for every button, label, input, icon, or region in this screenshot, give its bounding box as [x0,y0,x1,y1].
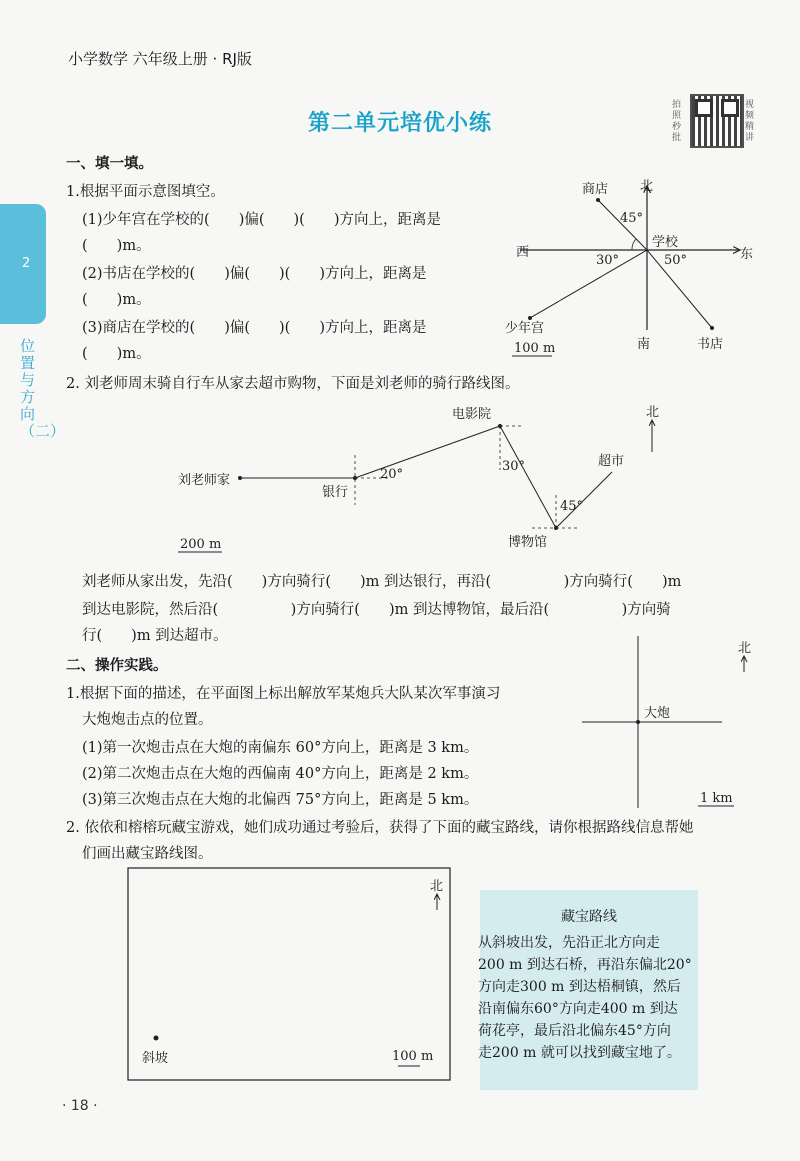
route-diagram [178,405,659,552]
route-segment-3 [500,426,556,528]
cannon-label: 大炮 [644,706,671,721]
sidebar-text: 位置与方向（二） [20,337,66,440]
market-label: 超市 [598,454,625,469]
bank-point [353,476,357,480]
bank-label: 银行 [322,485,349,500]
sidebar-number: 2 [22,256,31,271]
cannon-diagram [582,636,751,808]
bookstore-point [710,326,714,330]
cannon-north-label: 北 [738,641,752,656]
q2-line1: 刘老师从家出发，先沿( )方向骑行( )m 到达银行，再沿( )方向骑行( )m [82,574,682,590]
south-label: 南 [637,337,651,352]
start-label: 斜坡 [142,1051,169,1066]
bookstore-label: 书店 [697,337,724,352]
youth-point [528,316,532,320]
section1-heading: 一、填一填。 [66,156,153,172]
compass-diagram [505,179,753,356]
s2q1-line4: (2)第二次炮击点在大炮的西偏南 40°方向上，距离是 2 km。 [82,766,479,782]
shop-label: 商店 [582,182,609,197]
s2q1-line5: (3)第三次炮击点在大炮的北偏西 75°方向上，距离是 5 km。 [82,792,479,808]
home-label: 刘老师家 [178,473,231,488]
museum-label: 博物馆 [508,535,548,550]
q2-line2: 到达电影院，然后沿( )方向骑行( )m 到达博物馆，最后沿( )方向骑 [82,602,671,618]
section2-heading: 二、操作实践。 [66,658,168,674]
q1-line1: (1)少年宫在学校的( )偏( )( )方向上，距离是 [82,212,441,228]
q1-line2: ( )m。 [82,238,151,254]
north-label: 北 [640,179,654,194]
route-segment-2 [355,426,500,478]
shop-point [596,198,600,202]
cannon-point [636,720,640,724]
angle-arc [632,239,636,250]
west-label: 西 [516,245,530,260]
route-angle-20: 20° [380,467,404,482]
angle-30: 30° [596,253,620,268]
angle-45: 45° [620,211,644,226]
start-point [154,1036,159,1041]
cinema-point [498,424,502,428]
scale4-label: 100 m [392,1049,434,1064]
scale2-label: 200 m [180,537,222,552]
treasure-north-label: 北 [430,879,444,894]
angle-50: 50° [664,253,688,268]
q1-line4: ( )m。 [82,292,151,308]
school-label: 学校 [652,235,679,250]
s2q1-line3: (1)第一次炮击点在大炮的南偏东 60°方向上，距离是 3 km。 [82,740,479,756]
page-number: · 18 · [62,1098,98,1114]
youth-label: 少年宫 [505,321,545,336]
route-north-label: 北 [646,405,660,420]
q1-line6: ( )m。 [82,346,151,362]
east-label: 东 [740,247,754,262]
youth-line [530,250,647,318]
q1-line3: (2)书店在学校的( )偏( )( )方向上，距离是 [82,266,427,282]
route-angle-45: 45° [560,499,584,514]
cinema-label: 电影院 [452,407,492,422]
header: 小学数学 六年级上册 · RJ版 [68,50,252,68]
treasure-map[interactable] [128,868,450,1080]
q1-line5: (3)商店在学校的( )偏( )( )方向上，距离是 [82,320,427,336]
route-angle-30: 30° [502,459,526,474]
q2-line3: 行( )m 到达超市。 [82,628,228,644]
s2q2-line2: 们画出藏宝路线图。 [82,846,213,862]
q2-text: 2. 刘老师周末骑自行车从家去超市购物，下面是刘老师的骑行路线图。 [66,376,520,392]
s2q2-line1: 2. 依依和榕榕玩藏宝游戏，她们成功通过考验后，获得了下面的藏宝路线，请你根据路线信息帮她 [66,820,694,836]
q1-text: 1.根据平面示意图填空。 [66,184,225,200]
museum-point [554,526,558,530]
scale1-label: 100 m [514,341,556,356]
route-box-text: 从斜坡出发，先沿正北方向走 200 m 到达石桥，再沿东偏北20° 方向走300 m 到达梧桐镇，然后 沿南偏东60°方向走400 m 到达 荷花亭，最后沿北偏东45°方向 走200 m 就可以找到藏宝地了。 [478,935,692,1061]
route-box-title: 藏宝路线 [561,909,617,925]
qr-left-label: 拍照秒批 [672,100,682,143]
qr-right-label: 视频精讲 [745,100,755,143]
s2q1-line1: 1.根据下面的描述，在平面图上标出解放军某炮兵大队某次军事演习 [66,686,501,702]
scale3-label: 1 km [700,791,733,806]
s2q1-line2: 大炮炮击点的位置。 [82,712,213,728]
page-title: 第二单元培优小练 [307,111,492,136]
